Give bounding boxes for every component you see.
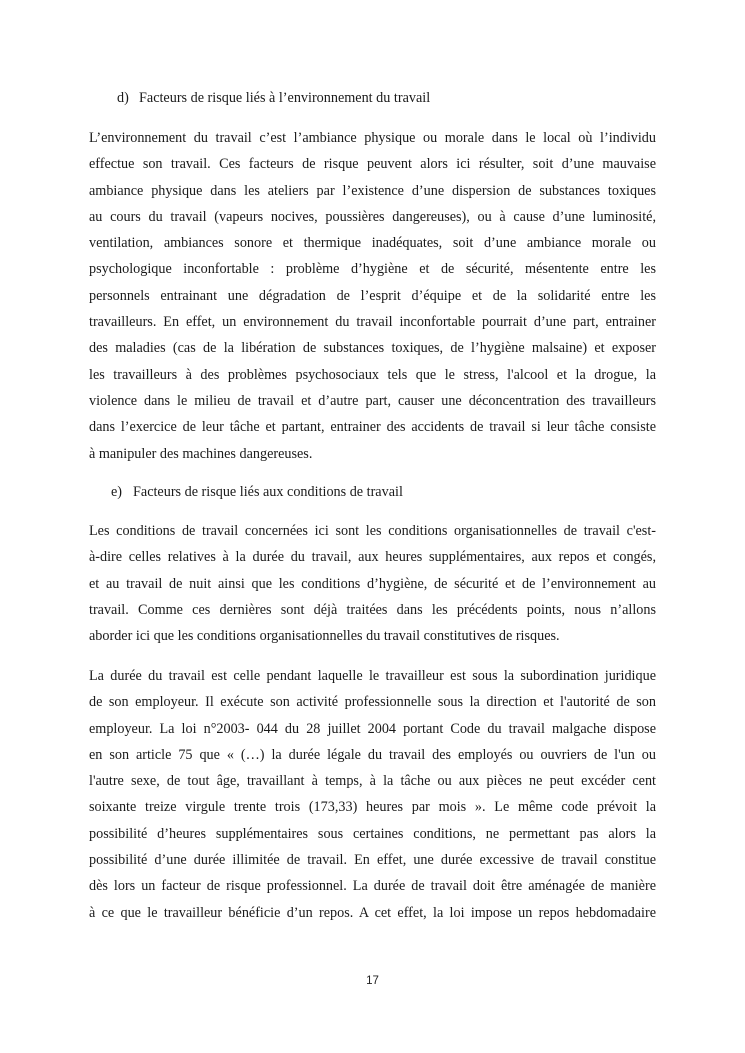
text-line: en son article 75 que « (…) la durée légale du travail des employés ou ouvriers de l'un ou — [89, 746, 656, 763]
text-line: ventilation, ambiances sonore et thermique inadéquates, soit d’une ambiance morale ou — [89, 235, 656, 252]
section-e-title: Facteurs de risque liés aux conditions de travail — [133, 484, 403, 500]
paragraph-conditions — [89, 518, 656, 649]
section-e-heading — [111, 483, 403, 501]
text-line: psychologique inconfortable : problème d’hygiène et de sécurité, mésentente entre les — [89, 261, 656, 278]
text-line: personnels entrainant une dégradation de l’esprit d’équipe et de la solidarité entre les — [89, 287, 656, 304]
text-line: des maladies (cas de la libération de substances toxiques, de l’hygiène malsaine) et exposer — [89, 340, 656, 357]
text-line: violence dans le milieu de travail et d’autre part, causer une déconcentration des travailleurs — [89, 392, 656, 409]
text-line: à ce que le travailleur bénéficie d’un repos. A cet effet, la loi impose un repos hebdomadaire — [89, 904, 656, 921]
section-d-marker: d) — [117, 90, 129, 106]
section-d-title: Facteurs de risque liés à l’environnement du travail — [139, 90, 431, 106]
text-line: effectue son travail. Ces facteurs de risque peuvent alors ici résulter, soit d’une mauvaise — [89, 156, 656, 173]
text-line: soixante treize virgule trente trois (173,33) heures par mois ». Le même code prévoit la — [89, 799, 656, 816]
section-d-heading — [117, 89, 430, 107]
text-line: ambiance physique dans les ateliers par l’existence d’une dispersion de substances toxiques — [89, 182, 656, 199]
text-line: employeur. La loi n°2003- 044 du 28 juillet 2004 portant Code du travail malgache dispose — [89, 720, 656, 737]
text-line: Les conditions de travail concernées ici sont les conditions organisationnelles de travail c'est- — [89, 523, 656, 539]
text-line: et au travail de nuit ainsi que les conditions d’hygiène, de sécurité et de l’environnement au — [89, 575, 656, 592]
text-line: travailleurs. En effet, un environnement du travail inconfortable pourrait d’une part, entrainer — [89, 314, 656, 331]
paragraph-environment — [89, 125, 656, 467]
text-line: dans l’exercice de leur tâche et partant, entrainer des accidents de travail si leur tâche consiste — [89, 419, 656, 436]
text-line: les travailleurs à des problèmes psychosociaux tels que le stress, l'alcool et la drogue, la — [89, 366, 656, 383]
text-line: à manipuler des machines dangereuses. — [89, 445, 313, 462]
paragraph-duration — [89, 663, 656, 926]
text-line: à-dire celles relatives à la durée du travail, aux heures supplémentaires, aux repos et congés, — [89, 549, 656, 566]
text-line: La durée du travail est celle pendant laquelle le travailleur est sous la subordination juridique — [89, 668, 656, 684]
text-line: aborder ici que les conditions organisationnelles du travail constitutives de risques. — [89, 628, 560, 645]
section-e-marker: e) — [111, 484, 123, 500]
text-line: de son employeur. Il exécute son activité professionnelle sous la direction et l'autorité de son — [89, 694, 656, 711]
text-line: l'autre sexe, de tout âge, travaillant à temps, à la tâche ou aux pièces ne peut excéder cent — [89, 773, 656, 790]
text-line: au cours du travail (vapeurs nocives, poussières dangereuses), ou à cause d’une luminosité, — [89, 208, 656, 225]
text-line: dès lors un facteur de risque professionnel. La durée de travail doit être aménagée de manière — [89, 878, 656, 895]
text-line: travail. Comme ces dernières sont déjà traitées dans les précédents points, nous n’allons — [89, 601, 656, 618]
text-line: L’environnement du travail c’est l’ambiance physique ou morale dans le local où l’individu — [89, 130, 656, 146]
page-number: 17 — [366, 975, 379, 987]
text-line: possibilité d’heures supplémentaires sous certaines conditions, ne permettant pas alors la — [89, 825, 656, 842]
text-line: possibilité d’une durée illimitée de travail. En effet, une durée excessive de travail constitue — [89, 852, 656, 869]
